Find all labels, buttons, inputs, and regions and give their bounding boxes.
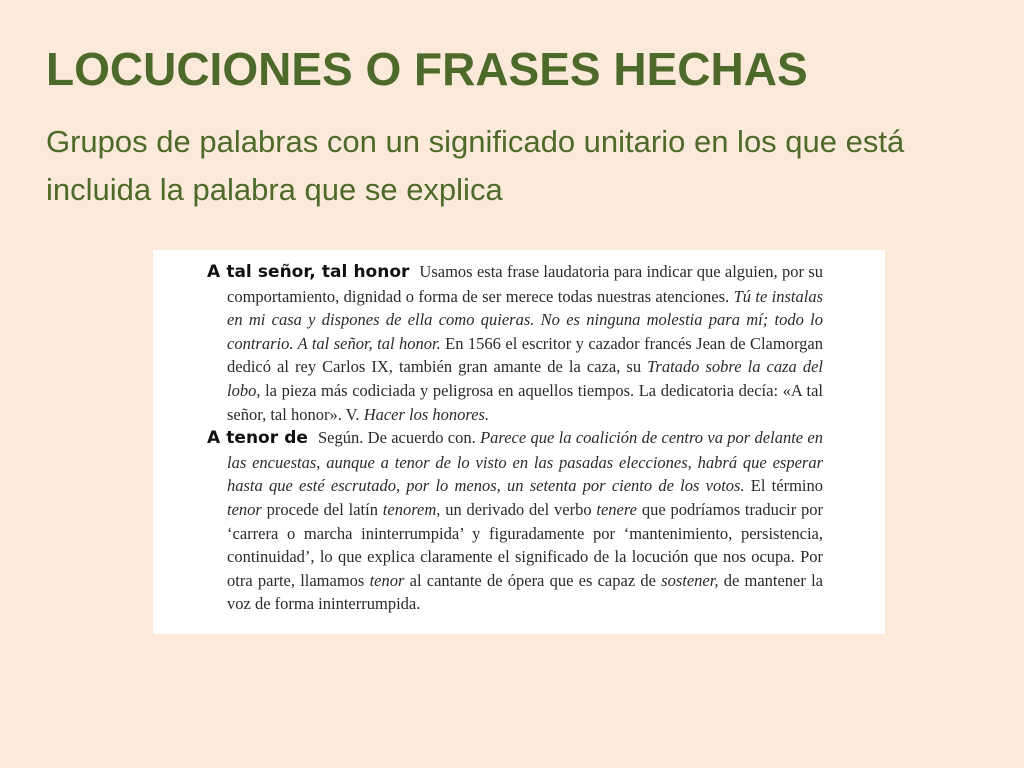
- entry-text: de mantener la voz de forma ininterrumpida.: [227, 570, 823, 614]
- entry-text: procede del latín: [266, 499, 378, 519]
- entry-term: tenor: [227, 499, 262, 519]
- entry-etymology-continued: la pieza más codiciada y peligrosa en aquellos tiempos. La dedicatoria decía: «A tal señor, tal honor». V.: [227, 380, 823, 424]
- dictionary-entry-a-tenor-de: [207, 426, 823, 616]
- dictionary-entry-a-tal-senor: [207, 260, 823, 426]
- slide-title: LOCUCIONES O FRASES HECHAS: [46, 43, 808, 95]
- entry-headword: A tenor de: [207, 428, 308, 449]
- entry-cross-reference: Hacer los honores.: [363, 404, 490, 424]
- entry-term: sostener,: [661, 570, 719, 590]
- slide-subtitle: Grupos de palabras con un significado unitario en los que está incluida la palabra que se explica: [46, 124, 905, 207]
- entry-term: tenorem,: [382, 499, 441, 519]
- entry-headword: A tal señor, tal honor: [207, 262, 410, 282]
- entry-text: al cantante de ópera que es capaz de: [409, 570, 656, 590]
- entry-book-title: Tratado sobre la caza del lobo,: [227, 357, 824, 400]
- entry-term: tenere: [596, 499, 638, 519]
- entry-text: que podríamos traducir por ‘carrera o marcha ininterrumpida’ y figuradamente por ‘mantenimiento, persistencia, continuidad’, lo que explica claramente el significado de la locución que nos ocupa. Por otra parte, llamamos: [227, 499, 824, 590]
- dictionary-excerpt: [153, 250, 885, 634]
- entry-text: un derivado del verbo: [445, 499, 592, 519]
- entry-text: El término: [750, 476, 823, 496]
- entry-etymology: En 1566 el escritor y cazador francés Jean de Clamorgan dedicó al rey Carlos IX, también gran amante de la caza, su: [227, 333, 823, 377]
- entry-definition: Usamos esta frase laudatoria para indicar que alguien, por su comportamiento, dignidad o forma de ser merece todas nuestras atenciones.: [227, 262, 823, 306]
- entry-term: tenor: [369, 570, 405, 590]
- entry-definition: Según. De acuerdo con.: [317, 428, 476, 448]
- entry-example: Tú te instalas en mi casa y dispones de ella como quieras. No es ninguna molestia para mí; todo lo contrario. A tal señor, tal honor.: [227, 286, 824, 353]
- entry-example: Parece que la coalición de centro va por delante en las encuestas, aunque a tenor de lo visto en las pasadas elecciones, habrá que esperar hasta que esté escrutado, por lo menos, un setenta por ciento de los votos.: [227, 428, 824, 496]
